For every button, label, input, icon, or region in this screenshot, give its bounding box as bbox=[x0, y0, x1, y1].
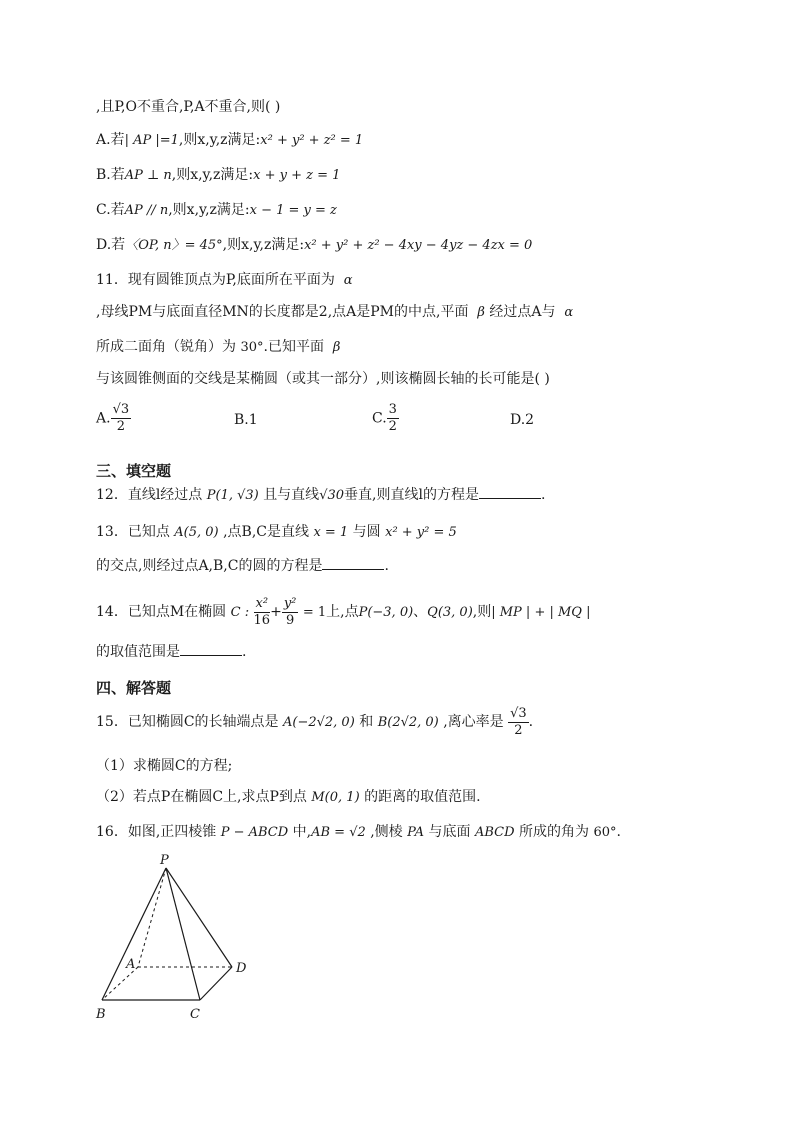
q11-option-c: C. $\frac{3}{2}$ bbox=[372, 402, 397, 434]
q11-line2: ,母线PM与底面直径MN的长度都是2,点A是PM的中点,平面 β 经过点A与 α bbox=[96, 304, 574, 320]
q15-sub2: （2）若点P在椭圆C上,求点P到点 M(0, 1) 的距离的取值范围. bbox=[96, 789, 481, 805]
section-answer-questions: 四、解答题 bbox=[96, 679, 172, 697]
q12: 12．直线l经过点 P(1, √3) 且与直线√30垂直,则直线l的方程是 . bbox=[96, 484, 545, 506]
q11-option-a: A. $\frac{√3}{2}$ bbox=[96, 402, 130, 434]
q13-answer-blank[interactable] bbox=[322, 555, 384, 570]
q11-option-d: D.2 bbox=[510, 412, 535, 428]
q14-answer-blank[interactable] bbox=[180, 641, 242, 656]
edge-CD bbox=[200, 967, 232, 1000]
label-A: A bbox=[126, 957, 136, 972]
q12-answer-blank[interactable] bbox=[479, 484, 541, 499]
q16-stem: 16．如图,正四棱锥 P − ABCD 中,AB = √2 ,侧棱 PA 与底面 ABCD 所成的角为 60°. bbox=[96, 824, 621, 840]
label-P: P bbox=[160, 853, 169, 868]
q11-line1: 11．现有圆锥顶点为P,底面所在平面为 α bbox=[96, 272, 353, 288]
label-C: C bbox=[190, 1007, 200, 1022]
edge-PB bbox=[102, 868, 166, 1000]
q15-stem: 15．已知椭圆C的长轴端点是 A(−2√2, 0) 和 B(2√2, 0) ,离心率是 $\frac{√3}{2}$ . bbox=[96, 705, 534, 738]
q10-option-d: D.若〈OP, n〉= 45°,则x,y,z满足:x² + y² + z² − 4xy − 4yz − 4zx = 0 bbox=[96, 237, 533, 253]
q14-line1: 14．已知点M在椭圆 C : $\frac{\text{x²}}{16}$ + $\frac{\text{y²}}{9}$ = 1上,点P(−3, 0)、Q(3, 0),则| MP | + | MQ | bbox=[96, 595, 591, 628]
pyramid-figure bbox=[90, 852, 270, 1027]
q11-option-b: B.1 bbox=[234, 412, 258, 428]
label-B: B bbox=[96, 1007, 106, 1022]
q10-stem-tail: ,且P,O不重合,P,A不重合,则( ) bbox=[96, 99, 281, 115]
q11-line3: 所成二面角（锐角）为 30°.已知平面 β bbox=[96, 339, 341, 355]
q13-line2: 的交点,则经过点A,B,C的圆的方程是 . bbox=[96, 555, 389, 576]
label-D: D bbox=[236, 961, 247, 976]
q10-option-b: B.若AP ⊥ n,则x,y,z满足:x + y + z = 1 bbox=[96, 167, 341, 183]
q15-sub1: （1）求椭圆C的方程; bbox=[96, 758, 233, 774]
edge-PD bbox=[166, 868, 232, 967]
q10-option-c: C.若AP // n,则x,y,z满足:x − 1 = y = z bbox=[96, 202, 337, 218]
q14-line2: 的取值范围是 . bbox=[96, 641, 246, 662]
q13-line1: 13．已知点 A(5, 0) ,点B,C是直线 x = 1 与圆 x² + y² = 5 bbox=[96, 524, 457, 540]
q11-line4: 与该圆锥侧面的交线是某椭圆（或其一部分）,则该椭圆长轴的长可能是( ) bbox=[96, 371, 550, 387]
section-fill-in-blank: 三、填空题 bbox=[96, 462, 172, 480]
edge-PC bbox=[166, 868, 200, 1000]
q10-option-a: A.若| AP |=1,则x,y,z满足:x² + y² + z² = 1 bbox=[96, 132, 364, 148]
